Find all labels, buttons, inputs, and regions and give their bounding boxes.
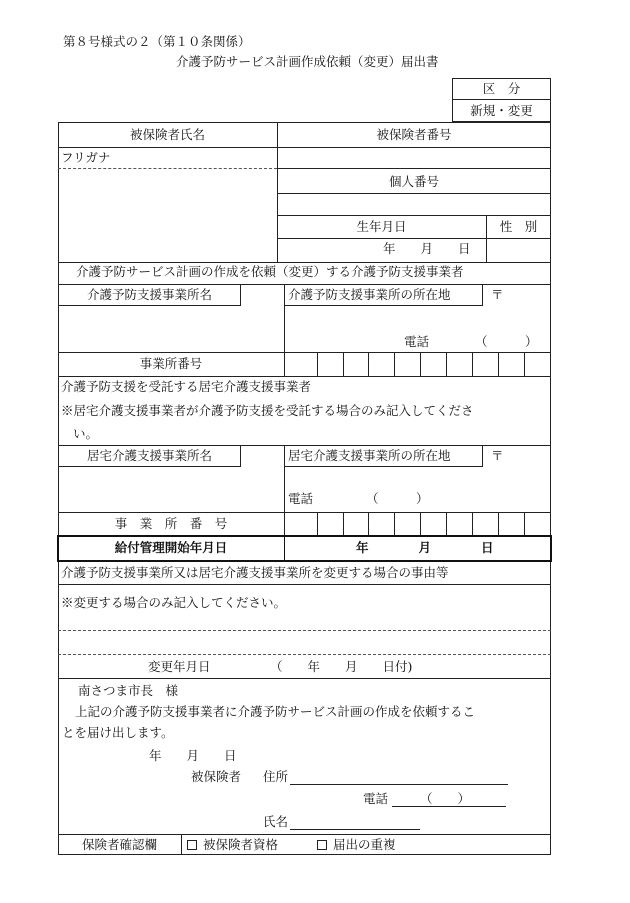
declaration-name-label: 氏名 <box>263 814 289 829</box>
insurer-check-label: 保険者確認欄 <box>81 837 157 852</box>
birthdate-field[interactable]: 年 月 日 <box>383 241 471 256</box>
care-section-title: 介護予防支援を受託する居宅介護支援事業者 <box>61 379 312 394</box>
provider-office-number-field[interactable] <box>285 353 550 375</box>
insurer-check-option1-label: 被保険者資格 <box>203 837 279 852</box>
provider-postal-mark: 〒 <box>491 287 504 302</box>
sex-label: 性 別 <box>499 219 538 234</box>
form-number: 第８号様式の２（第１０条関係） <box>63 34 251 49</box>
care-office-number-label: 事 業 所 番 号 <box>114 516 228 531</box>
declaration-address-field[interactable] <box>290 784 508 785</box>
change-note: ※変更する場合のみ記入してください。 <box>61 595 287 610</box>
addressee: 南さつま市長 様 <box>78 683 179 698</box>
provider-phone-field[interactable]: （ ） <box>475 334 538 349</box>
declaration-date-field[interactable]: 年 月 日 <box>149 748 237 763</box>
care-phone-field[interactable]: （ ） <box>366 491 429 506</box>
change-date-field[interactable]: （ 年 月 日付) <box>270 659 413 674</box>
declaration-insured-label: 被保険者 <box>191 769 242 784</box>
provider-office-name-field[interactable] <box>59 307 283 352</box>
birthdate-label: 生年月日 <box>356 219 407 234</box>
provider-phone-label: 電話 <box>404 334 430 349</box>
care-note-line1: ※居宅介護支援事業者が介護予防支援を受託する場合のみ記入してくださ <box>61 403 474 418</box>
benefit-start-field[interactable]: 年 月 日 <box>356 540 494 555</box>
declaration-name-field[interactable] <box>290 829 420 830</box>
declaration-phone-field[interactable] <box>392 806 506 807</box>
personal-number-field[interactable] <box>278 194 550 214</box>
provider-section-title: 介護予防サービス計画の作成を依頼（変更）する介護予防支援事業者 <box>76 264 464 279</box>
category-value[interactable]: 新規・変更 <box>470 103 533 118</box>
insured-number-field[interactable] <box>278 148 550 168</box>
insurer-check-option2[interactable] <box>317 838 396 852</box>
insured-name-label: 被保険者氏名 <box>129 127 205 142</box>
care-phone-label: 電話 <box>288 491 314 506</box>
care-office-number-field[interactable] <box>285 513 550 535</box>
care-office-address-label: 居宅介護支援事業所の所在地 <box>288 448 451 463</box>
declaration-phone-label: 電話 <box>363 791 389 806</box>
form-title: 介護予防サービス計画作成依頼（変更）届出書 <box>176 54 439 69</box>
sex-field[interactable] <box>487 239 550 261</box>
change-date-label: 変更年月日 <box>148 659 211 674</box>
care-office-name-label: 居宅介護支援事業所名 <box>86 448 212 463</box>
care-postal-mark: 〒 <box>491 448 504 463</box>
provider-office-address-label: 介護予防支援事業所の所在地 <box>288 287 451 302</box>
insured-name-field[interactable] <box>58 169 277 261</box>
care-office-name-field[interactable] <box>59 468 283 512</box>
care-note-line2: い。 <box>73 426 99 441</box>
benefit-start-label: 給付管理開始年月日 <box>114 540 228 555</box>
declaration-phone-paren: （ ） <box>420 791 471 806</box>
personal-number-label: 個人番号 <box>388 174 439 189</box>
change-reason-line-2 <box>58 654 551 655</box>
provider-office-name-label: 介護予防支援事業所名 <box>86 287 212 302</box>
declaration-line1: 上記の介護予防支援事業者に介護予防サービス計画の作成を依頼するこ <box>75 704 476 719</box>
change-reason-title: 介護予防支援事業所又は居宅介護支援事業所を変更する場合の事由等 <box>61 565 449 580</box>
declaration-line2: とを届け出します。 <box>62 725 174 740</box>
change-reason-line-1 <box>58 630 551 631</box>
change-reason-field[interactable] <box>59 632 550 652</box>
care-office-address-field[interactable] <box>285 468 550 488</box>
checkbox-icon[interactable] <box>317 840 327 850</box>
provider-office-address-field[interactable] <box>285 307 550 332</box>
provider-office-number-label: 事業所番号 <box>139 356 203 371</box>
insured-number-label: 被保険者番号 <box>376 127 452 142</box>
furigana-label: フリガナ <box>61 150 111 165</box>
declaration-address-label: 住所 <box>263 769 289 784</box>
category-label: 区 分 <box>482 81 521 96</box>
checkbox-icon[interactable] <box>187 840 197 850</box>
insurer-check-option2-label: 届出の重複 <box>333 837 396 852</box>
insurer-check-option1[interactable] <box>187 838 278 852</box>
